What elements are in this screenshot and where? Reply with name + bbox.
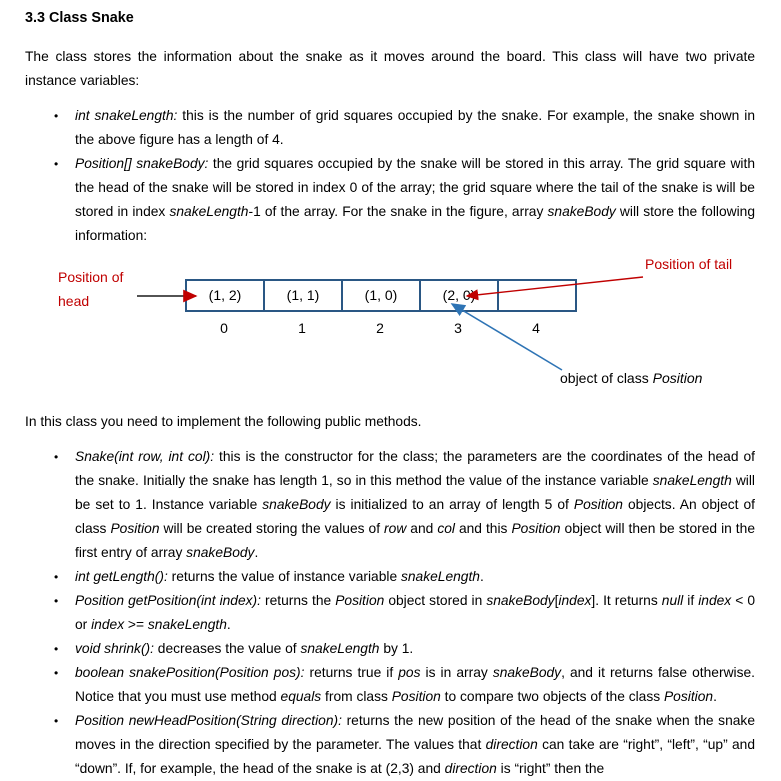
array-cell: (1, 0): [341, 279, 421, 312]
list-item-text: Position getPosition(int index): returns the Position object stored in snakeBody[index]. It returns null if index < 0 or index >= snakeLength.: [75, 593, 755, 632]
public-methods-list: [25, 445, 755, 781]
methods-intro-paragraph: In this class you need to implement the following public methods.: [25, 414, 422, 429]
array-cell: (1, 1): [263, 279, 343, 312]
list-item-text: Snake(int row, int col): this is the constructor for the class; the parameters are the coordinates of the head of the snake. Initially the snake has length 1, so in this method the value of the instance variable snakeLength will be set to 1. Instance variable snakeBody is initialized to an array of length 5 of Position objects. An object of class Position will be created storing the values of row and col and this Position object will then be stored in the first entry of array snakeBody.: [75, 449, 755, 560]
array-index-label: 0: [220, 320, 228, 336]
bullet-marker: •: [54, 594, 59, 608]
array-cell: (1, 2): [185, 279, 265, 312]
intro-paragraph: The class stores the information about the snake as it moves around the board. This class will have two private instance variables:: [25, 49, 755, 88]
list-item: [54, 152, 755, 248]
list-item-text: Position newHeadPosition(String direction): returns the new position of the head of the snake when the snake moves in the direction specified by the parameter. The values that direction can take are “right”, “left”, “up” and “down”. If, for example, the head of the snake is at (2,3) and direction is “right” then the: [75, 713, 755, 776]
snake-body-array-figure: [0, 252, 781, 398]
list-item-text: Position[] snakeBody: the grid squares occupied by the snake will be stored in this array. The grid square with the head of the snake will be stored in index 0 of the array; the grid square where the tail of the snake is will be stored in index snakeLength-1 of the array. For the snake in the figure, array snakeBody will store the following information:: [75, 156, 755, 243]
array-cell: (2, 0): [419, 279, 499, 312]
bullet-marker: •: [54, 642, 59, 656]
array-index-label: 3: [454, 320, 462, 336]
bullet-marker: •: [54, 157, 59, 171]
list-item: [54, 661, 755, 709]
position-of-tail-label: Position of tail: [645, 256, 733, 272]
list-item: [54, 589, 755, 637]
tail-arrow: [467, 277, 643, 296]
bullet-marker: •: [54, 714, 59, 728]
position-of-head-label: Position of head: [58, 269, 124, 309]
section-heading: 3.3 Class Snake: [25, 10, 134, 26]
array-index-label: 4: [532, 320, 540, 336]
bullet-marker: •: [54, 450, 59, 464]
instance-variables-list: [25, 104, 755, 248]
bullet-marker: •: [54, 109, 59, 123]
list-item: [54, 565, 755, 589]
bullet-marker: •: [54, 570, 59, 584]
list-item-text: int getLength(): returns the value of instance variable snakeLength.: [75, 569, 484, 584]
array-index-label: 1: [298, 320, 306, 336]
bullet-marker: •: [54, 666, 59, 680]
list-item-text: int snakeLength: this is the number of grid squares occupied by the snake. For example, the snake shown in the above figure has a length of 4.: [75, 108, 756, 147]
list-item: [54, 709, 755, 781]
array-index-label: 2: [376, 320, 384, 336]
list-item: [54, 445, 755, 565]
object-arrow: [452, 304, 562, 370]
list-item-text: boolean snakePosition(Position pos): returns true if pos is in array snakeBody, and it returns false otherwise. Notice that you must use method equals from class Position to compare two objects of the class Position.: [75, 665, 756, 704]
list-item: [54, 637, 755, 661]
list-item: [54, 104, 755, 152]
list-item-text: void shrink(): decreases the value of snakeLength by 1.: [75, 641, 414, 656]
object-of-class-position-label: object of class Position: [560, 370, 703, 386]
